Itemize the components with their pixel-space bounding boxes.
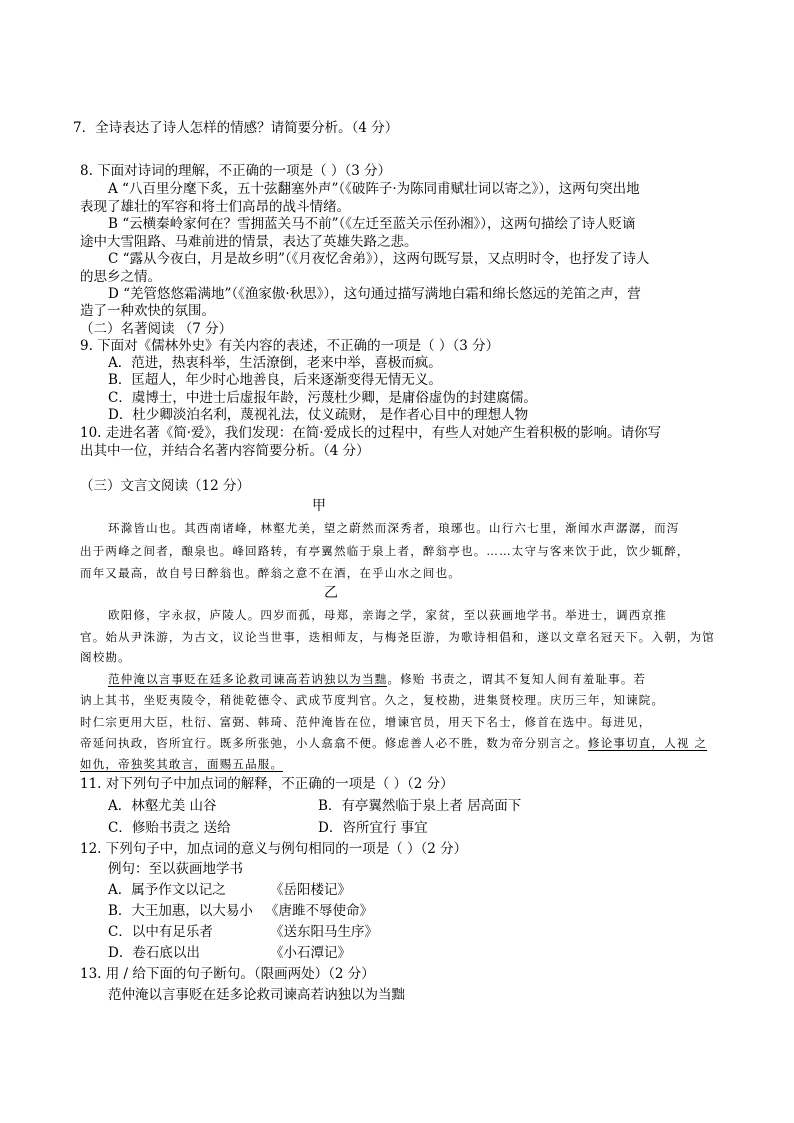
question-13-stem: 13. 用 / 给下面的句子断句。（限画两处）（2 分） bbox=[80, 966, 375, 982]
passage-yi-line-4: 范仲淹以言事贬在廷多论救司谏高若讷独以为当黜。修贻 书责之，谓其不复知人间有羞耻事。若 bbox=[108, 672, 647, 686]
question-10-line-2: 出其中一位，并结合名著内容简要分析。（4 分） bbox=[80, 443, 370, 459]
question-8-option-d-cont: 造了一种欢快的氛围。 bbox=[80, 303, 215, 319]
passage-yi-line-1: 欧阳修，字永叔，庐陵人。四岁而孤，母郑，亲诲之学，家贫，至以荻画地学书。举进士，调西京推 bbox=[108, 608, 667, 622]
question-11-option-a: A．林壑尤美 山谷 bbox=[108, 798, 217, 814]
question-9-stem: 9. 下面对《儒林外史》有关内容的表述，不正确的一项是（ ）（3 分） bbox=[80, 338, 500, 354]
question-13-sentence: 范仲淹以言事贬在廷多论救司谏高若讷独以为当黜 bbox=[108, 987, 405, 1003]
question-12-option-a: A．属予作文以记之 bbox=[108, 882, 226, 898]
underlined-sentence: 范仲淹以言事贬在廷多论救司谏高若讷独以为当黜 bbox=[108, 672, 388, 686]
question-8-option-b: B “云横秦岭家何在？雪拥蓝关马不前”（《左迁至蓝关示侄孙湘》），这两句描绘了诗人贬谪 bbox=[108, 216, 636, 232]
question-9-option-a: A．范进，热衷科举，生活潦倒，老来中举，喜极而疯。 bbox=[108, 355, 442, 371]
passage-yi-line-3: 阁校勘。 bbox=[80, 650, 131, 664]
question-8-option-c: C “露从今夜白，月是故乡明”（《月夜忆舍弟》），这两句既写景，又点明时令，也抒发了诗人 bbox=[108, 251, 650, 267]
underlined-phrase-cont: 如仇，帝独奖其敢言，面赐五品服。 bbox=[80, 757, 284, 771]
question-12-option-b-source: 《唐雎不辱使命》 bbox=[265, 903, 373, 919]
question-7: 7．全诗表达了诗人怎样的情感？请简要分析。（4 分） bbox=[73, 120, 399, 136]
passage-jia-line-2: 出于两峰之间者，酿泉也。峰回路转，有亭翼然临于泉上者，醉翁亭也。……太守与客来饮于此，饮少辄醉， bbox=[80, 544, 690, 558]
passage-yi-line-6: 时仁宗更用大臣，杜衍、富弼、韩琦、范仲淹皆在位，增谏官员，用天下名士，修首在选中。每进见， bbox=[80, 715, 652, 729]
passage-jia-line-3: 而年又最高，故自号曰醉翁也。醉翁之意不在酒，在乎山水之间也。 bbox=[80, 566, 461, 580]
question-10-line-1: 10. 走进名著《简·爱》，我们发现：在简·爱成长的过程中，有些人对她产生着积极的影响。请你写 bbox=[80, 425, 662, 441]
passage-jia-line-1: 环滁皆山也。其西南诸峰，林壑尤美，望之蔚然而深秀者，琅琊也。山行六七里，渐闻水声潺潺，而泻 bbox=[108, 521, 680, 535]
question-8-option-a-cont: 表现了雄壮的军容和将士们高昂的战斗情绪。 bbox=[80, 199, 350, 215]
passage-jia-label: 甲 bbox=[312, 498, 326, 514]
question-12-stem: 12. 下列句子中，加点词的意义与例句相同的一项是（ ）（2 分） bbox=[80, 841, 468, 857]
section-3-heading: （三）文言文阅读（12 分） bbox=[80, 478, 250, 494]
question-11-stem: 11. 对下列句子中加点词的解释，不正确的一项是（ ）（2 分） bbox=[80, 776, 454, 792]
passage-yi-line-8 bbox=[80, 755, 283, 773]
underlined-phrase: 修论事切直，人视 之 bbox=[588, 736, 708, 750]
question-8-option-c-cont: 的思乡之情。 bbox=[80, 269, 161, 285]
question-11-option-c: C．修贻书责之 送给 bbox=[108, 820, 231, 836]
passage-yi-label: 乙 bbox=[324, 585, 338, 601]
question-11-option-d: D．咨所宜行 事宜 bbox=[318, 820, 428, 836]
question-12-example: 例句：至以荻画地学书 bbox=[108, 861, 243, 877]
question-12-option-d-source: 《小石潭记》 bbox=[270, 945, 351, 961]
passage-yi-line-5: 讷上其书，坐贬夷陵令，稍徙乾德令、武成节度判官。久之，复校勘，进集贤校理。庆历三年，知谏院。 bbox=[80, 693, 665, 707]
question-12-option-d: D．卷石底以出 bbox=[108, 945, 200, 961]
question-12-option-a-source: 《岳阳楼记》 bbox=[270, 882, 351, 898]
question-12-option-c: C．以中有足乐者 bbox=[108, 924, 213, 940]
question-8-stem: 8. 下面对诗词的理解，不正确的一项是（ ）（3 分） bbox=[80, 163, 392, 179]
question-8-option-d: D “羌管悠悠霜满地”（《渔家傲·秋思》），这句通过描写满地白霜和绵长悠远的羌笛之声，营 bbox=[108, 286, 641, 302]
question-12-option-b: B．大王加惠，以大易小 bbox=[108, 903, 253, 919]
question-8-option-a: A “八百里分麾下炙，五十弦翻塞外声”（《破阵子·为陈同甫赋壮词以寄之》），这两句突出地 bbox=[108, 181, 640, 197]
question-9-option-c: C．虞博士，中进士后虚报年龄，污蔑杜少卿，是庸俗虚伪的封建腐儒。 bbox=[108, 390, 537, 406]
question-9-option-b: B．匡超人，年少时心地善良，后来逐渐变得无情无义。 bbox=[108, 372, 442, 388]
question-8-option-b-cont: 途中大雪阻路、马难前进的情景，表达了英雄失路之悲。 bbox=[80, 234, 418, 250]
question-12-option-c-source: 《送东阳马生序》 bbox=[270, 924, 378, 940]
question-9-option-d: D．杜少卿淡泊名利，蔑视礼法，仗义疏财， 是作者心目中的理想人物 bbox=[108, 407, 529, 423]
section-2-heading: （二）名著阅读 （7 分） bbox=[80, 321, 233, 337]
question-11-option-b: B．有亭翼然临于泉上者 居高面下 bbox=[318, 798, 522, 814]
passage-yi-line-7: 帝延问执政，咨所宜行。既多所张弛，小人翕翕不便。修虑善人必不胜，数为帝分别言之。修论事切直，人视 之 bbox=[80, 736, 708, 750]
passage-yi-line-2: 官。始从尹洙游，为古文，议论当世事，迭相师友，与梅尧臣游，为歌诗相倡和，遂以文章名冠天下。入朝，为馆 bbox=[80, 630, 715, 644]
